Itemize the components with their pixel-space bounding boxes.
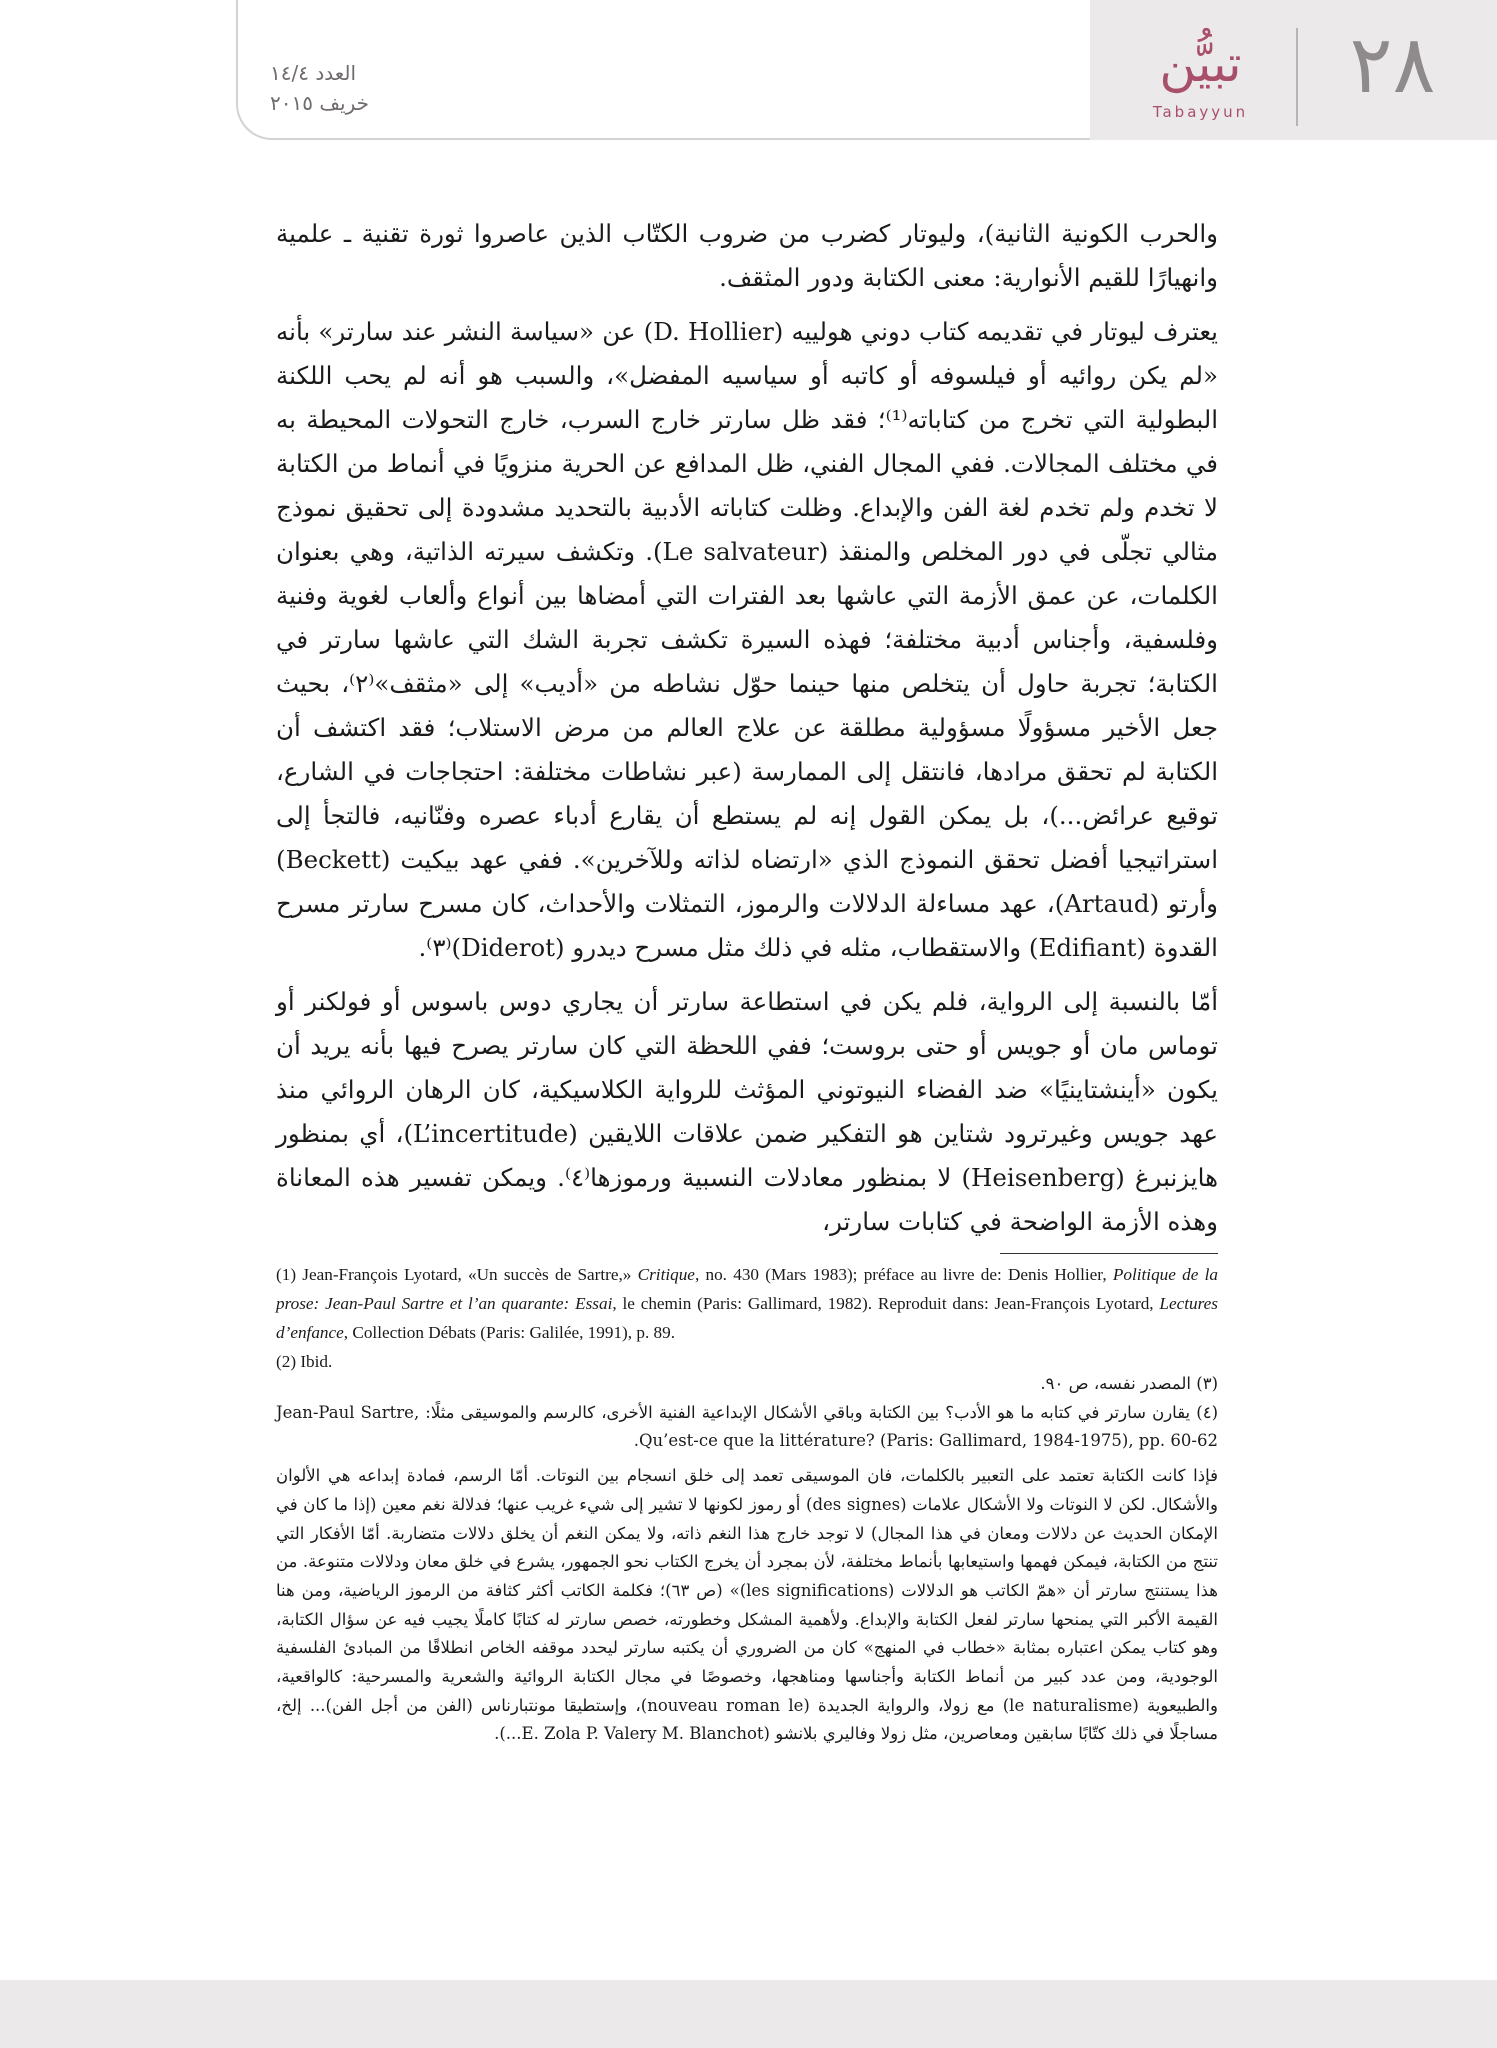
footnotes-latin [276,1260,1218,1376]
page-number: ٢٨ [1349,18,1436,111]
footer-band [0,1980,1497,2048]
footnote-separator [1000,1253,1218,1254]
issue-number: العدد ١٤/٤ [270,61,357,85]
footnote-3: (٣) المصدر نفسه، ص ٩٠. [1040,1374,1218,1393]
footnote-1: (1) Jean-François Lyotard, «Un succès de Sartre,» Critique, no. 430 (Mars 1983); préface au livre de: Denis Hollier, Politique de la prose: Jean-Paul Sartre et l’an quarante: Essai, le chemin (Paris: Gallimard, 1982). Reproduit dans: Jean-François Lyotard, Lectures d’enfance, Collection Débats (Paris: Galilée, 1991), p. 89. [276,1265,1218,1342]
issue-season: خريف ٢٠١٥ [270,91,369,115]
article-body [276,212,1218,1244]
paragraph: أمّا بالنسبة إلى الرواية، فلم يكن في استطاعة سارتر أن يجاري دوس باسوس أو فولكنر أو توماس مان أو جويس أو حتى بروست؛ ففي اللحظة التي كان سارتر يصرح فيها بأنه يريد أن يكون «أينشتاينيًا» ضد الفضاء النيوتوني المؤثث للرواية الكلاسيكية، كان الرهان الروائي منذ عهد جويس وغيرترود شتاين هو التفكير ضمن علاقات اللايقين (L’incertitude)، أي بمنظور هايزنبرغ (Heisenberg) لا بمنظور معادلات النسبية ورموزها⁽٤⁾. ويمكن تفسير هذه المعاناة وهذه الأزمة الواضحة في كتابات سارتر، [276,987,1219,1236]
journal-logo-latin: Tabayyun [1152,103,1249,121]
journal-logo: تبيُّن [1159,35,1242,93]
paragraph: يعترف ليوتار في تقديمه كتاب دوني هولييه (D. Hollier) عن «سياسة النشر عند سارتر» بأنه «لم يكن روائيه أو فيلسوفه أو كاتبه أو سياسيه المفضل»، والسبب هو أنه لم يحب اللكنة البطولية التي تخرج من كتاباته⁽¹⁾؛ فقد ظل سارتر خارج السرب، خارج التحولات المحيطة به في مختلف المجالات. ففي المجال الفني، ظل المدافع عن الحرية منزويًا في أنماط من الكتابة لا تخدم ولم تخدم لغة الفن والإبداع. وظلت كتاباته الأدبية بالتحديد مشدودة إلى تحقيق نموذج مثالي تجلّى في دور المخلص والمنقذ (Le salvateur). وتكشف سيرته الذاتية، وهي بعنوان الكلمات، عن عمق الأزمة التي عاشها بعد الفترات التي أمضاها بين أنواع وألعاب لغوية وفنية وفلسفية، وأجناس أدبية مختلفة؛ فهذه السيرة تكشف تجربة الشك التي عاشها سارتر في الكتابة؛ تجربة حاول أن يتخلص منها حينما حوّل نشاطه من «أديب» إلى «مثقف»⁽٢⁾، بحيث جعل الأخير مسؤولًا مسؤولية مطلقة عن علاج العالم من مرض الاستلاب؛ فقد اكتشف أن الكتابة لم تحقق مرادها، فانتقل إلى الممارسة (عبر نشاطات مختلفة: احتجاجات في الشارع، توقيع عرائض...)، بل يمكن القول إنه لم يستطع أن يقارع أدباء عصره وفنّانيه، فالتجأ إلى استراتيجيا أفضل تحقق النموذج الذي «ارتضاه لذاته وللآخرين». ففي عهد بيكيت (Beckett) وأرتو (Artaud)، عهد مساءلة الدلالات والرموز، التمثلات والأحداث، كان مسرح سارتر مسرح القدوة (Edifiant) والاستقطاب، مثله في ذلك مثل مسرح ديدرو (Diderot)⁽٣⁾. [276,317,1218,962]
footnotes-arabic [276,1370,1218,1749]
paragraph: والحرب الكونية الثانية)، وليوتار كضرب من ضروب الكتّاب الذين عاصروا ثورة تقنية ـ علمية وانهيارًا للقيم الأنوارية: معنى الكتابة ودور المثقف. [276,219,1218,292]
footnote-4: (٤) يقارن سارتر في كتابه ما هو الأدب؟ بين الكتابة وباقي الأشكال الإبداعية الفنية الأخرى، كالرسم والموسيقى مثلًا: Jean-Paul Sartre, Qu’est-ce que la littérature? (Paris: Gallimard, 1984-1975), pp. 60-62. [276,1402,1218,1451]
header-divider [1296,28,1298,126]
footnote-2: (2) Ibid. [276,1352,333,1371]
footnote-4-continuation: فإذا كانت الكتابة تعتمد على التعبير بالكلمات، فان الموسيقى تعمد إلى خلق انسجام بين النوتات. أمّا الرسم، فمادة إبداعه هي الألوان والأشكال. لكن لا النوتات ولا الأشكال علامات (des signes) أو رموز لكونها لا تشير إلى شيء غريب عنها؛ فدلالة نغم معين (إذا ما كان في الإمكان الحديث عن دلالات ومعان في هذا المجال) لا توجد خارج هذا النغم ذاته، ولا يمكن النغم أن يخلق دلالات متضاربة. أمّا الأفكار التي تنتج من الكتابة، فيمكن فهمها واستيعابها بأنماط مختلفة، لأن بمجرد أن يخرج الكتاب نحو الجمهور، يشرع في خلق معان ودلالات متنوعة. من هذا يستنتج سارتر أن «همّ الكاتب هو الدلالات (les significations)» (ص ٦٣)؛ فكلمة الكاتب أكثر كثافة من الرموز الرياضية، ومن هنا القيمة الأكبر التي يمنحها سارتر لفعل الكتابة والإبداع. ولأهمية المشكل وخطورته، خصص سارتر له كتابًا كاملًا يجيب فيه عن سؤال الكتابة، وهو كتاب يمكن اعتباره بمثابة «خطاب في المنهج» كان من الضروري أن يكتبه سارتر ليحدد موقفه الخاص انطلاقًا من المبادئ الفلسفية الوجودية، ومن عدد كبير من أنماط الكتابة وأجناسها ومناهجها، وخصوصًا في مجال الكتابة الروائية والشعرية والمسرحية: كالواقعية، والطبيعوية (le naturalisme) مع زولا، والرواية الجديدة (nouveau roman le)، وإستطيقا مونتبارناس (الفن من أجل الفن)... إلخ، مساجلًا في ذلك كتّابًا سابقين ومعاصرين، مثل زولا وفاليري بلانشو (E. Zola P. Valery M. Blanchot...). [276,1466,1218,1744]
